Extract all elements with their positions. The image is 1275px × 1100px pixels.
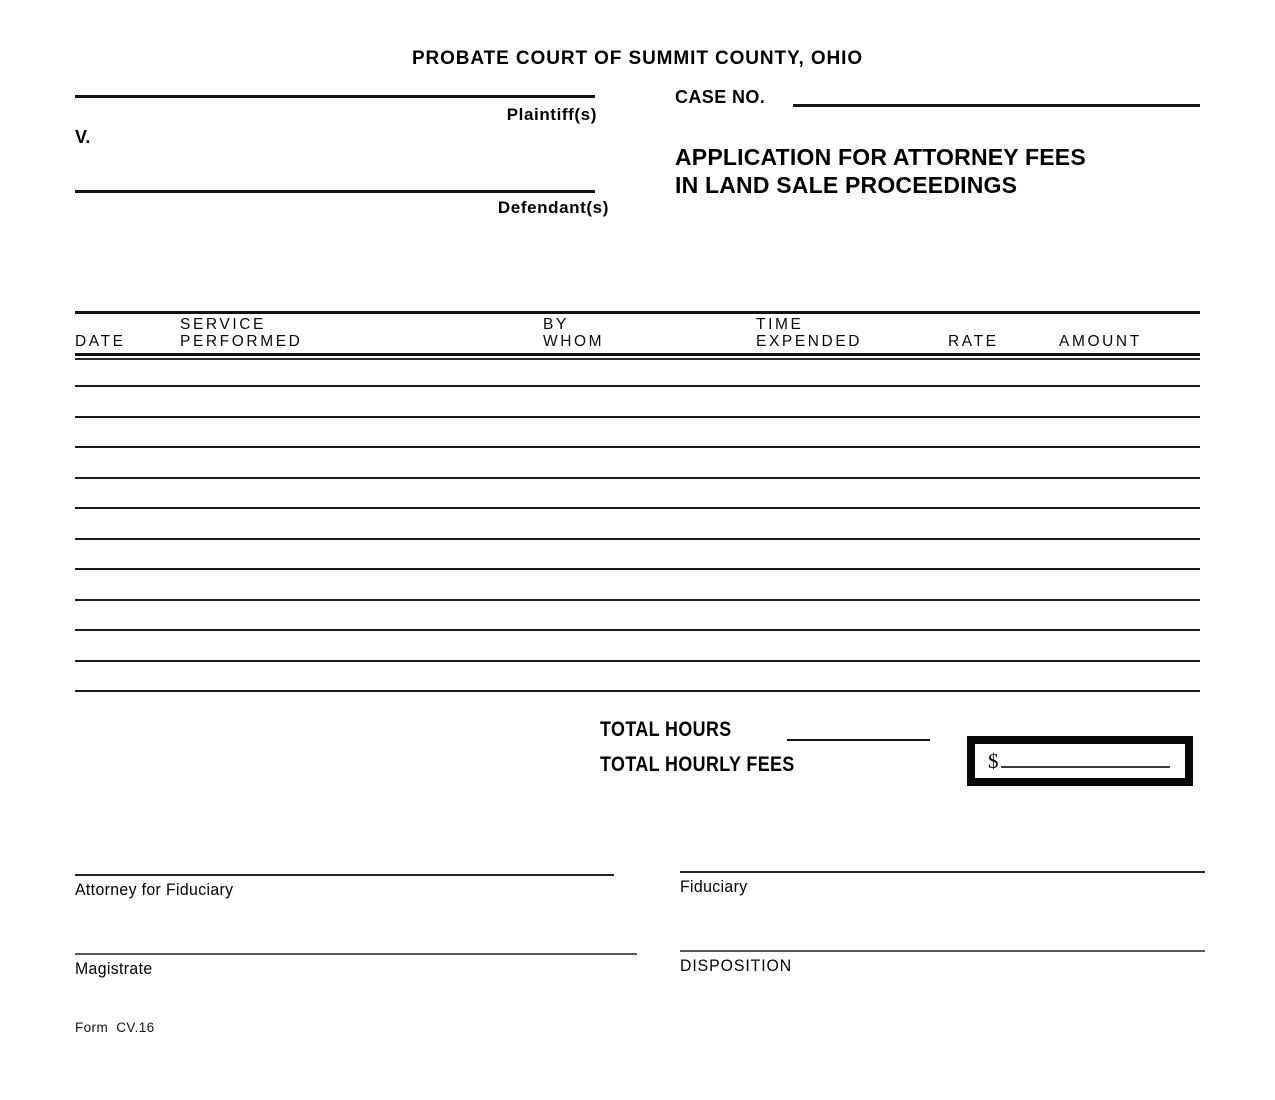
column-header-line1: SERVICE — [180, 316, 266, 333]
table-blank-row-line[interactable] — [75, 446, 1200, 448]
table-blank-row-line[interactable] — [75, 477, 1200, 479]
column-header-amount — [1059, 316, 1142, 350]
attorney-for-fiduciary-label: Attorney for Fiduciary — [75, 880, 234, 899]
disposition-blank[interactable] — [680, 950, 1205, 952]
application-title-line1: APPLICATION FOR ATTORNEY FEES — [675, 144, 1086, 170]
total-fees-blank[interactable] — [1001, 766, 1171, 768]
total-hours-label: TOTAL HOURS — [600, 718, 732, 741]
form-number: Form CV.16 — [75, 1020, 155, 1035]
total-hourly-fees-label: TOTAL HOURLY FEES — [600, 753, 795, 776]
plaintiff-label: Plaintiff(s) — [506, 105, 597, 124]
total-hours-blank[interactable] — [787, 739, 930, 741]
table-blank-row-line[interactable] — [75, 416, 1200, 418]
table-top-border — [75, 311, 1200, 314]
defendant-name-blank[interactable] — [75, 190, 595, 193]
table-blank-row-line[interactable] — [75, 660, 1200, 662]
column-header-line2: AMOUNT — [1059, 333, 1142, 350]
column-header-line1: TIME — [756, 316, 804, 333]
column-header-rate — [948, 316, 999, 350]
column-header-line2: RATE — [948, 333, 999, 350]
table-header-separator-bottom — [75, 358, 1200, 360]
table-blank-row-line[interactable] — [75, 385, 1200, 387]
magistrate-label: Magistrate — [75, 959, 153, 978]
versus-label: V. — [75, 127, 91, 147]
column-header-line2: EXPENDED — [756, 333, 863, 350]
table-blank-row-line[interactable] — [75, 568, 1200, 570]
column-header-time-expended — [756, 316, 862, 350]
attorney-signature-blank[interactable] — [75, 874, 614, 876]
court-title: PROBATE COURT OF SUMMIT COUNTY, OHIO — [411, 48, 864, 69]
fiduciary-signature-blank[interactable] — [680, 871, 1205, 873]
column-header-date — [75, 316, 126, 350]
case-no-blank[interactable] — [793, 104, 1200, 107]
table-blank-row-line[interactable] — [75, 599, 1200, 601]
total-fees-amount-box[interactable] — [967, 736, 1193, 786]
column-header-line1: BY — [543, 316, 569, 333]
fiduciary-label: Fiduciary — [680, 877, 748, 896]
table-header-separator-top — [75, 353, 1200, 356]
column-header-line1 — [75, 316, 126, 333]
table-blank-row-line[interactable] — [75, 538, 1200, 540]
column-header-line2: DATE — [75, 333, 126, 350]
defendant-label: Defendant(s) — [497, 198, 609, 217]
column-header-service-performed — [180, 316, 302, 350]
dollar-sign: $ — [988, 749, 999, 773]
table-blank-row-line[interactable] — [75, 507, 1200, 509]
table-blank-row-line[interactable] — [75, 629, 1200, 631]
column-header-line1 — [948, 316, 999, 333]
column-header-line1 — [1059, 316, 1142, 333]
magistrate-signature-blank[interactable] — [75, 953, 637, 955]
case-no-label: CASE NO. — [675, 87, 766, 107]
plaintiff-name-blank[interactable] — [75, 95, 595, 98]
column-header-by-whom — [543, 316, 604, 350]
application-title — [675, 144, 1215, 199]
table-blank-row-line[interactable] — [75, 690, 1200, 692]
application-title-line2: IN LAND SALE PROCEEDINGS — [675, 171, 1018, 198]
column-header-line2: WHOM — [543, 333, 605, 350]
column-header-line2: PERFORMED — [180, 333, 303, 350]
disposition-label: DISPOSITION — [680, 956, 793, 975]
